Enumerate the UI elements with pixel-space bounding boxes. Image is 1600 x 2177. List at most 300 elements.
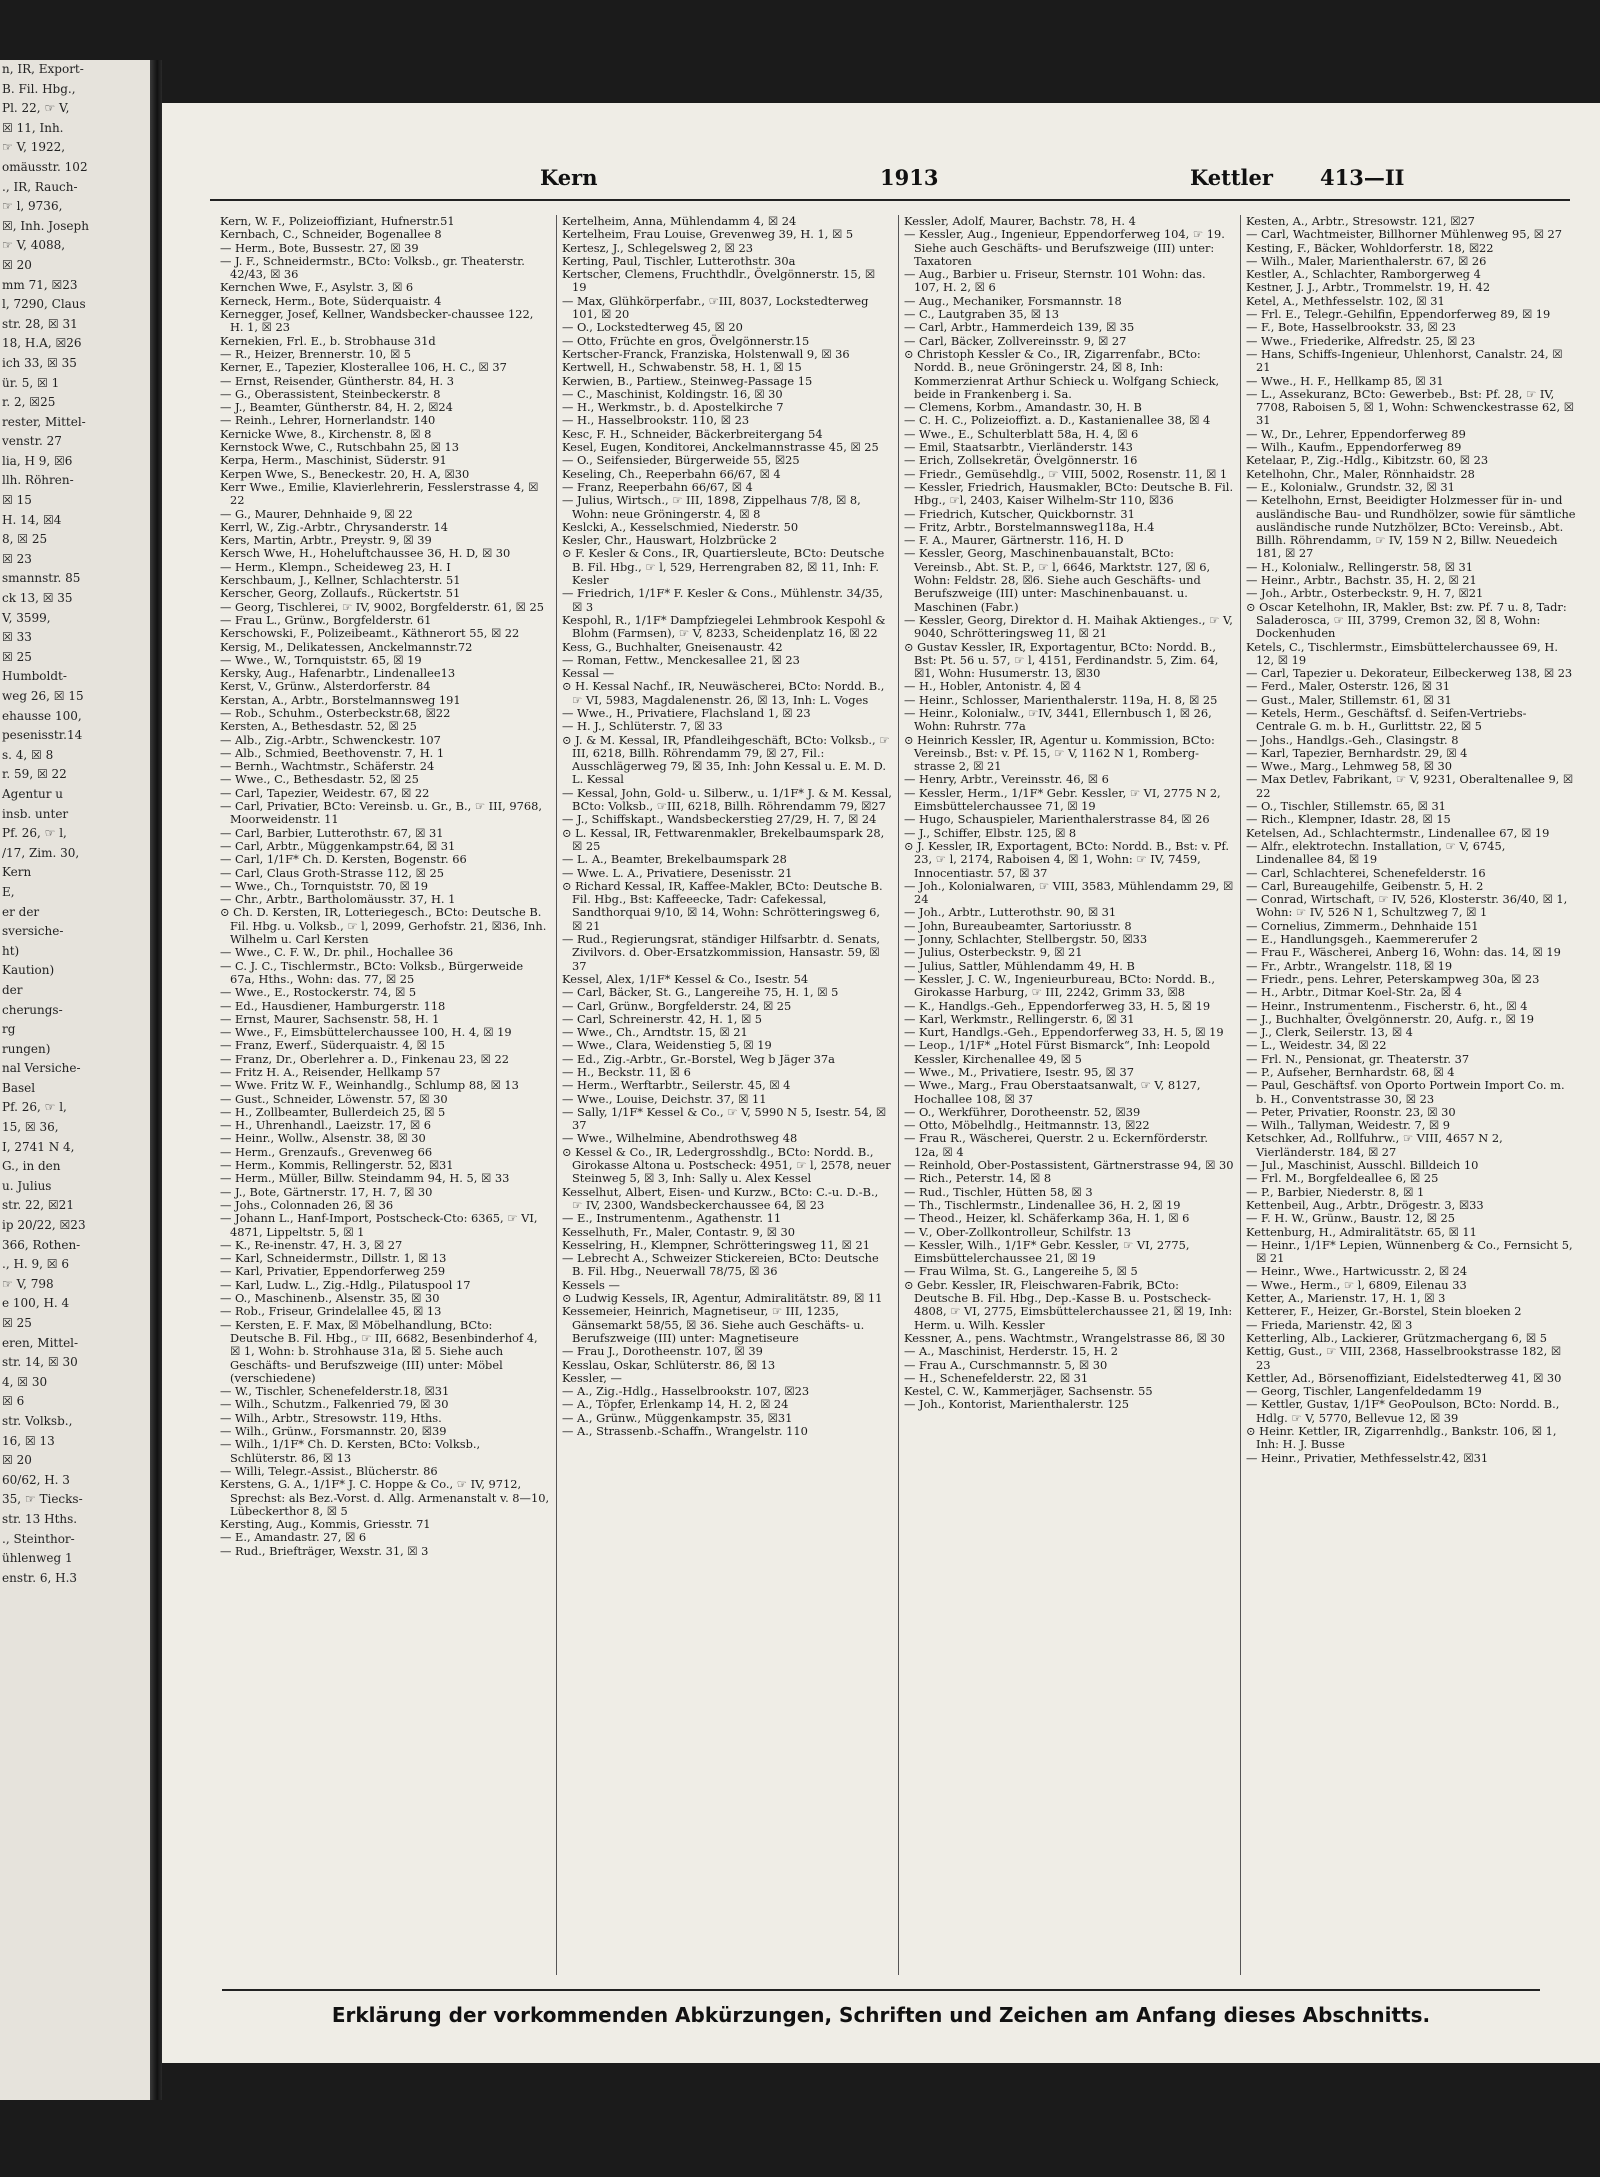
directory-entry: — Carl, Arbtr., Hammerdeich 139, ☒ 35: [904, 320, 1135, 335]
directory-entry: — Alb., Zig.-Arbtr., Schwenckestr. 107: [220, 732, 441, 747]
left-margin-line: ☞ l, 9736,: [2, 199, 63, 214]
directory-entry: — Wwe., Wilhelmine, Abendrothsweg 48: [562, 1131, 798, 1146]
left-margin-line: Kaution): [2, 963, 55, 978]
directory-entry: — Kessler, Friedrich, Hausmakler, BCto: Deutsche B. Fil. Hbg., ☞l, 2403, Kaiser Wilhelm-Str 110, ☒36: [904, 479, 1234, 508]
directory-entry: — Frieda, Marienstr. 42, ☒ 3: [1246, 1317, 1413, 1332]
left-page-fragment: [0, 60, 152, 2100]
directory-entry: — Fritz H. A., Reisender, Hellkamp 57: [220, 1065, 441, 1079]
column-3: [904, 215, 1234, 1975]
directory-entry: Ketels, C., Tischlermstr., Eimsbüttelerchaussee 69, H. 12, ☒ 19: [1246, 639, 1558, 667]
directory-entry: — Wwe., H. F., Hellkamp 85, ☒ 31: [1246, 373, 1444, 388]
directory-entry: Kesel, Eugen, Konditorei, Anckelmannstrasse 45, ☒ 25: [562, 440, 879, 455]
directory-entry: — Johs., Colonnaden 26, ☒ 36: [220, 1197, 394, 1212]
directory-entry: Kers, Martin, Arbtr., Preystr. 9, ☒ 39: [220, 533, 432, 548]
directory-entry: Kersky, Aug., Hafenarbtr., Lindenallee13: [220, 666, 456, 681]
directory-entry: — Rud., Regierungsrat, ständiger Hilfsarbtr. d. Senats, Zivilvors. d. Ober-Ersatzkommission, Hansastr. 59, ☒ 37: [562, 932, 881, 973]
directory-entry: ⊙ J. & M. Kessal, IR, Pfandleihgeschäft, BCto: Volksb., ☞ III, 6218, Billh. Röhrendamm 79, ☒ 27, Fil.: Ausschlägerweg 79, ☒ 35, Inh: John Kessal u. E. M. D. L. Kessal: [562, 732, 890, 787]
directory-entry: — K., Re-inenstr. 47, H. 3, ☒ 27: [220, 1237, 403, 1252]
directory-entry: — H., Kolonialw., Rellingerstr. 58, ☒ 31: [1246, 559, 1474, 574]
directory-entry: — Alb., Schmied, Beethovenstr. 7, H. 1: [220, 745, 445, 760]
directory-entry: — Frau Wilma, St. G., Langereihe 5, ☒ 5: [904, 1264, 1138, 1279]
directory-entry: — Erich, Zollsekretär, Övelgönnerstr. 16: [904, 453, 1138, 468]
directory-entry: — Clemens, Korbm., Amandastr. 30, H. B: [904, 400, 1142, 415]
directory-entry: — Hans, Schiffs-Ingenieur, Uhlenhorst, Canalstr. 24, ☒ 21: [1246, 346, 1563, 375]
directory-entry: — Reinhold, Ober-Postassistent, Gärtnerstrasse 94, ☒ 30: [904, 1158, 1234, 1173]
directory-entry: Kettig, Gust., ☞ VIII, 2368, Hasselbrookstrasse 182, ☒ 23: [1246, 1344, 1562, 1372]
directory-entry: — Carl, Barbier, Lutterothstr. 67, ☒ 31: [220, 825, 444, 840]
directory-entry: — Emil, Staatsarbtr., Vierländerstr. 143: [904, 440, 1133, 455]
left-margin-line: H. 14, ☒4: [2, 512, 62, 527]
left-margin-line: /17, Zim. 30,: [2, 845, 80, 860]
directory-entry: — Karl, Privatier, Eppendorferweg 259: [220, 1264, 446, 1279]
left-margin-line: ☞ V, 1922,: [2, 140, 66, 155]
left-margin-line: venstr. 27: [2, 434, 62, 449]
directory-entry: Kersig, M., Delikatessen, Anckelmannstr.72: [220, 639, 473, 654]
directory-entry: Ketschker, Ad., Rollfuhrw., ☞ VIII, 4657 N 2, Vierländerstr. 184, ☒ 27: [1246, 1131, 1503, 1159]
left-margin-line: omäusstr. 102: [2, 159, 88, 174]
left-margin-line: ., H. 9, ☒ 6: [2, 1257, 70, 1272]
directory-entry: — A., Strassenb.-Schaffn., Wrangelstr. 110: [562, 1424, 808, 1439]
directory-entry: — Joh., Arbtr., Lutterothstr. 90, ☒ 31: [904, 905, 1117, 920]
directory-entry: — Carl, Claus Groth-Strasse 112, ☒ 25: [220, 865, 444, 880]
directory-entry: — Kessler, Wilh., 1/1F* Gebr. Kessler, ☞ VI, 2775, Eimsbüttelerchaussee 21, ☒ 19: [904, 1237, 1190, 1266]
directory-entry: — Karl, Ludw. L., Zig.-Hdlg., Pilatuspool 17: [220, 1277, 471, 1292]
directory-entry: — Ferd., Maler, Osterstr. 126, ☒ 31: [1246, 679, 1451, 694]
directory-entry: — Kettler, Gustav, 1/1F* GeoPoulson, BCto: Nordd. B., Hdlg. ☞ V, 5770, Bellevue 12, ☒ 39: [1246, 1397, 1560, 1425]
directory-entry: — Herm., Grenzaufs., Grevenweg 66: [220, 1144, 433, 1159]
left-margin-line: rungen): [2, 1041, 51, 1056]
directory-entry: Ketelaar, P., Zig.-Hdlg., Kibitzstr. 60, ☒ 23: [1246, 453, 1489, 468]
directory-entry: — Ernst, Reisender, Güntherstr. 84, H. 3: [220, 373, 455, 388]
directory-entry: — C., Maschinist, Koldingstr. 16, ☒ 30: [562, 386, 783, 401]
directory-entry: Ketel, A., Methfesselstr. 102, ☒ 31: [1246, 293, 1445, 308]
directory-entry: — Otto, Möbelhdlg., Heitmannstr. 13, ☒22: [904, 1118, 1150, 1133]
directory-entry: Kernegger, Josef, Kellner, Wandsbecker-chaussee 122, H. 1, ☒ 23: [220, 307, 534, 335]
directory-entry: Keslcki, A., Kesselschmied, Niederstr. 50: [562, 519, 799, 534]
header-year: 1913: [880, 165, 939, 190]
directory-entry: ⊙ Kessel & Co., IR, Ledergrosshdlg., BCto: Nordd. B., Girokasse Altona u. Postscheck: 4951, ☞ l, 2578, neuer Steinweg 5, ☒ 3, Inh: Sally u. Alex Kessel: [562, 1144, 891, 1186]
directory-entry: Kessels —: [562, 1277, 620, 1292]
left-margin-line: str. Volksb.,: [2, 1413, 73, 1428]
directory-entry: — Julius, Sattler, Mühlendamm 49, H. B: [904, 958, 1135, 973]
directory-entry: Kersten, A., Bethesdastr. 52, ☒ 25: [220, 719, 417, 734]
directory-entry: ⊙ J. Kessler, IR, Exportagent, BCto: Nordd. B., Bst: v. Pf. 23, ☞ l, 2174, Raboisen 4, ☒ 1, Wohn: ☞ IV, 7459, Innocentiastr. 57, ☒ 37: [904, 838, 1229, 880]
directory-entry: — Johann L., Hanf-Import, Postscheck-Cto: 6365, ☞ VI, 4871, Lippeltstr. 5, ☒ 1: [220, 1211, 538, 1239]
directory-entry: — Karl, Tapezier, Bernhardstr. 29, ☒ 4: [1246, 745, 1468, 760]
left-margin-line: str. 22, ☒21: [2, 1198, 74, 1213]
directory-entry: — Julius, Osterbeckstr. 9, ☒ 21: [904, 945, 1083, 960]
header-first-name: Kern: [540, 165, 598, 190]
directory-entry: — H., Uhrenhandl., Laeizstr. 17, ☒ 6: [220, 1118, 431, 1133]
directory-entry: — Wilh., Grünw., Forsmannstr. 20, ☒39: [220, 1424, 447, 1439]
directory-entry: — Wilh., Tallyman, Weidestr. 7, ☒ 9: [1246, 1118, 1451, 1133]
directory-entry: Kesselhut, Albert, Eisen- und Kurzw., BCto: C.-u. D.-B., ☞ IV, 2300, Wandsbeckerchaussee 64, ☒ 23: [562, 1184, 879, 1212]
directory-entry: — Carl, Tapezier, Weidestr. 67, ☒ 22: [220, 785, 430, 800]
directory-entry: — Rich., Klempner, Idastr. 28, ☒ 15: [1246, 812, 1451, 827]
directory-entry: — Max Detlev, Fabrikant, ☞ V, 9231, Oberaltenallee 9, ☒ 22: [1246, 772, 1574, 800]
left-margin-line: ☒ 11, Inh.: [2, 120, 64, 135]
directory-entry: — Carl, Grünw., Borgfelderstr. 24, ☒ 25: [562, 998, 792, 1013]
directory-entry: — Peter, Privatier, Roonstr. 23, ☒ 30: [1246, 1104, 1456, 1119]
directory-entry: Kern, W. F., Polizeioffiziant, Hufnerstr.51: [220, 215, 455, 228]
directory-entry: — Gust., Schneider, Löwenstr. 57, ☒ 30: [220, 1091, 448, 1106]
directory-entry: Kerschowski, F., Polizeibeamt., Käthnerort 55, ☒ 22: [220, 626, 520, 641]
directory-entry: — Joh., Kontorist, Marienthalerstr. 125: [904, 1397, 1129, 1412]
directory-entry: — Carl, Tapezier u. Dekorateur, Eilbeckerweg 138, ☒ 23: [1246, 666, 1573, 681]
directory-entry: — Frau A., Curschmannstr. 5, ☒ 30: [904, 1357, 1108, 1372]
directory-entry: — H., Hasselbrookstr. 110, ☒ 23: [562, 413, 750, 428]
left-margin-line: 366, Rothen-: [2, 1237, 81, 1252]
directory-entry: — P., Barbier, Niederstr. 8, ☒ 1: [1246, 1184, 1425, 1199]
directory-entry: — Willi, Telegr.-Assist., Blücherstr. 86: [220, 1463, 438, 1478]
directory-entry: — Wwe., Marg., Lehmweg 58, ☒ 30: [1246, 759, 1453, 774]
directory-entry: ⊙ Ludwig Kessels, IR, Agentur, Admiralitätstr. 89, ☒ 11: [562, 1291, 883, 1306]
directory-entry: Kespohl, R., 1/1F* Dampfziegelei Lehmbrook Kespohl & Blohm (Farmsen), ☞ V, 8233, Scheidenplatz 16, ☒ 22: [562, 612, 886, 641]
directory-entry: Kettenbeil, Aug., Arbtr., Drögestr. 3, ☒33: [1246, 1197, 1484, 1212]
directory-entry: — Gust., Maler, Stillemstr. 61, ☒ 31: [1246, 692, 1452, 707]
left-margin-line: ☒ 15: [2, 493, 32, 508]
directory-entry: — Kessler, Aug., Ingenieur, Eppendorferweg 104, ☞ 19. Siehe auch Geschäfts- und Berufszweige (III) unter: Taxatoren: [904, 227, 1225, 268]
left-margin-line: ☒ 33: [2, 630, 32, 645]
directory-entry: — W., Tischler, Schenefelderstr.18, ☒31: [220, 1384, 450, 1399]
directory-entry: Kernekien, Frl. E., b. Strobhause 31d: [220, 333, 436, 348]
left-margin-line: s. 4, ☒ 8: [2, 747, 54, 762]
directory-entry: — V., Ober-Zollkontrolleur, Schilfstr. 13: [904, 1224, 1131, 1239]
directory-entry: Kerstens, G. A., 1/1F* J. C. Hoppe & Co., ☞ IV, 9712, Sprechst: als Bez.-Vorst. d. Allg. Armenanstalt v. 8—10, Lübeckerthor 8, ☒ 5: [220, 1477, 550, 1518]
directory-entry: — H., Werkmstr., b. d. Apostelkirche 7: [562, 400, 784, 415]
left-margin-line: ☞ V, 4088,: [2, 238, 66, 253]
directory-entry: — C. H. C., Polizeioffizt. a. D., Kastanienallee 38, ☒ 4: [904, 413, 1211, 428]
directory-entry: — P., Aufseher, Bernhardstr. 68, ☒ 4: [1246, 1065, 1455, 1079]
directory-entry: — Sally, 1/1F* Kessel & Co., ☞ V, 5990 N 5, Isestr. 54, ☒ 37: [562, 1104, 887, 1133]
directory-entry: — Carl, Bäcker, Zollvereinsstr. 9, ☒ 27: [904, 333, 1127, 348]
left-margin-line: str. 28, ☒ 31: [2, 316, 78, 331]
directory-entry: — Rob., Schuhm., Osterbeckstr.68, ☒22: [220, 705, 451, 720]
header-last-name: Kettler: [1190, 165, 1273, 190]
directory-entry: — Wwe., M., Privatiere, Isestr. 95, ☒ 37: [904, 1065, 1134, 1079]
left-margin-line: n, IR, Export-: [2, 62, 84, 76]
directory-entry: — Georg, Tischlerei, ☞ IV, 9002, Borgfelderstr. 61, ☒ 25: [220, 599, 544, 614]
directory-entry: ⊙ Gustav Kessler, IR, Exportagentur, BCto: Nordd. B., Bst: Pt. 56 u. 57, ☞ l, 4151, Ferdinandstr. 5, Zim. 64, ☒1, Wohn: Husumerstr. 13, ☒30: [904, 639, 1219, 681]
directory-entry: — Roman, Fettw., Menckesallee 21, ☒ 23: [562, 652, 800, 667]
column-2: [562, 215, 892, 1975]
directory-entry: — Alfr., elektrotechn. Installation, ☞ V, 6745, Lindenallee 84, ☒ 19: [1246, 838, 1506, 867]
directory-entry: — H., Schenefelderstr. 22, ☒ 31: [904, 1370, 1089, 1385]
left-margin-line: rester, Mittel-: [2, 414, 86, 429]
directory-entry: — Frau R., Wäscherei, Querstr. 2 u. Eckernförderstr. 12a, ☒ 4: [904, 1131, 1208, 1159]
directory-entry: Kerneck, Herm., Bote, Süderquaistr. 4: [220, 293, 442, 308]
directory-entry: — Friedr., Gemüsehdlg., ☞ VIII, 5002, Rosenstr. 11, ☒ 1: [904, 466, 1228, 481]
left-margin-line: smannstr. 85: [2, 571, 81, 586]
directory-entry: ⊙ Heinr. Kettler, IR, Zigarrenhdlg., Bankstr. 106, ☒ 1, Inh: H. J. Busse: [1246, 1424, 1557, 1452]
directory-entry: — Wilh., Maler, Marienthalerstr. 67, ☒ 26: [1246, 253, 1487, 268]
left-margin-line: der: [2, 982, 23, 997]
directory-entry: Kessal —: [562, 666, 615, 681]
directory-entry: Kertelheim, Frau Louise, Grevenweg 39, H. 1, ☒ 5: [562, 227, 854, 242]
directory-entry: Kerscher, Georg, Zollaufs., Rückertstr. 51: [220, 586, 461, 601]
page-number: 413—II: [1320, 165, 1405, 190]
left-margin-line: B. Fil. Hbg.,: [2, 81, 76, 96]
directory-entry: — K., Handlgs.-Geh., Eppendorferweg 33, H. 5, ☒ 19: [904, 998, 1211, 1013]
directory-entry: — Rud., Briefträger, Wexstr. 31, ☒ 3: [220, 1543, 429, 1558]
directory-entry: — Frl. E., Telegr.-Gehilfin, Eppendorferweg 89, ☒ 19: [1246, 307, 1551, 322]
directory-entry: Ketterling, Alb., Lackierer, Grützmachergang 6, ☒ 5: [1246, 1330, 1547, 1345]
directory-entry: — Rob., Friseur, Grindelallee 45, ☒ 13: [220, 1304, 442, 1319]
directory-entry: — Wilh., 1/1F* Ch. D. Kersten, BCto: Volksb., Schlüterstr. 86, ☒ 13: [220, 1437, 481, 1465]
directory-entry: — Wilh., Arbtr., Stresowstr. 119, Hths.: [220, 1410, 442, 1425]
directory-entry: Kersch Wwe, H., Hoheluftchaussee 36, H. D, ☒ 30: [220, 546, 511, 561]
directory-entry: Kesselhuth, Fr., Maler, Contastr. 9, ☒ 30: [562, 1224, 796, 1239]
left-margin-line: Agentur u: [2, 786, 64, 801]
left-margin-line: e 100, H. 4: [2, 1296, 70, 1311]
directory-entry: Kertwell, H., Schwabenstr. 58, H. 1, ☒ 15: [562, 360, 802, 375]
directory-entry: — Wwe., Louise, Deichstr. 37, ☒ 11: [562, 1091, 767, 1106]
directory-entry: Kestel, C. W., Kammerjäger, Sachsenstr. 55: [904, 1384, 1153, 1399]
directory-entry: Ketelsen, Ad., Schlachtermstr., Lindenallee 67, ☒ 19: [1246, 825, 1550, 840]
left-margin-line: cherungs-: [2, 1002, 63, 1017]
left-margin-line: er der: [2, 904, 40, 919]
directory-entry: — Carl, Bäcker, St. G., Langereihe 75, H. 1, ☒ 5: [562, 985, 839, 1000]
left-margin-line: 4, ☒ 30: [2, 1374, 48, 1389]
left-margin-line: E,: [2, 884, 15, 899]
directory-entry: Ketterer, F., Heizer, Gr.-Borstel, Stein bloeken 2: [1246, 1304, 1522, 1319]
directory-entry: — Heinr., Wollw., Alsenstr. 38, ☒ 30: [220, 1131, 426, 1146]
directory-entry: Kesler, Chr., Hauswart, Holzbrücke 2: [562, 533, 777, 548]
directory-entry: Kesselring, H., Klempner, Schrötteringsweg 11, ☒ 21: [562, 1237, 871, 1252]
directory-entry: — Heinr., Arbtr., Bachstr. 35, H. 2, ☒ 21: [1246, 573, 1477, 588]
directory-entry: — Jul., Maschinist, Ausschl. Billdeich 10: [1246, 1158, 1479, 1173]
directory-entry: — G., Oberassistent, Steinbeckerstr. 8: [220, 386, 441, 401]
directory-entry: Ketter, A., Marienstr. 17, H. 1, ☒ 3: [1246, 1291, 1446, 1306]
directory-entry: — H., Arbtr., Ditmar Koel-Str. 2a, ☒ 4: [1246, 985, 1462, 1000]
directory-entry: Kettenburg, H., Admiralitätstr. 65, ☒ 11: [1246, 1224, 1477, 1239]
left-margin-line: 60/62, H. 3: [2, 1472, 70, 1487]
directory-entry: ⊙ Oscar Ketelhohn, IR, Makler, Bst: zw. Pf. 7 u. 8, Tadr: Saladerosca, ☞ III, 3799, Cremon 32, ☒ 8, Wohn: Dockenhuden: [1246, 599, 1567, 641]
directory-entry: ⊙ F. Kesler & Cons., IR, Quartiersleute, BCto: Deutsche B. Fil. Hbg., ☞ l, 529, Herrengraben 82, ☒ 11, Inh: F. Kesler: [562, 546, 885, 588]
directory-entry: — Carl, Schlachterei, Schenefelderstr. 16: [1246, 865, 1486, 880]
directory-entry: Kesten, A., Arbtr., Stresowstr. 121, ☒27: [1246, 215, 1475, 228]
directory-entry: — J., Buchhalter, Övelgönnerstr. 20, Aufg. r., ☒ 19: [1246, 1011, 1534, 1026]
directory-entry: — Carl, Bureaugehilfe, Geibenstr. 5, H. 2: [1246, 878, 1484, 893]
left-margin-line: ., Steinthor-: [2, 1531, 75, 1546]
directory-entry: — F. A., Maurer, Gärtnerstr. 116, H. D: [904, 533, 1124, 548]
directory-entry: — Franz, Dr., Oberlehrer a. D., Finkenau 23, ☒ 22: [220, 1051, 509, 1066]
directory-entry: — L., Weidestr. 34, ☒ 22: [1246, 1038, 1387, 1053]
directory-entry: — J., Clerk, Seilerstr. 13, ☒ 4: [1246, 1025, 1413, 1040]
left-margin-line: r. 2, ☒25: [2, 395, 56, 410]
directory-entry: — Wwe., Friederike, Alfredstr. 25, ☒ 23: [1246, 333, 1476, 348]
directory-entry: — W., Dr., Lehrer, Eppendorferweg 89: [1246, 426, 1466, 441]
directory-entry: — Joh., Arbtr., Osterbeckstr. 9, H. 7, ☒21: [1246, 586, 1484, 601]
directory-entry: — Wwe., E., Rostockerstr. 74, ☒ 5: [220, 985, 417, 1000]
directory-entry: — Kersten, E. F. Max, ☒ Möbelhandlung, BCto: Deutsche B. Fil. Hbg., ☞ III, 6682, Besenbinderhof 4, ☒ 1, Wohn: b. Strohhause 31a, ☒ 5. Siehe auch Geschäfts- und Berufszweige (III) unter: Möbel (verschiedene): [220, 1317, 538, 1385]
directory-entry: Kernchen Wwe, F., Asylstr. 3, ☒ 6: [220, 280, 414, 295]
directory-entry: — Kessler, Georg, Maschinenbauanstalt, BCto: Vereinsb., Abt. St. P., ☞ l, 6646, Marktstr. 127, ☒ 6, Wohn: Feldstr. 28, ☒6. Siehe auch Geschäfts- und Berufszweige (III) unter: Maschinenbauanst. u. Maschinen (Fabr.): [904, 546, 1211, 614]
left-margin-line: sversiche-: [2, 924, 64, 939]
directory-entry: Kessler, Adolf, Maurer, Bachstr. 78, H. 4: [904, 215, 1136, 228]
footer-rule: [222, 1989, 1540, 1991]
directory-entry: — J., Beamter, Güntherstr. 84, H. 2, ☒24: [220, 400, 453, 415]
header-rule: [210, 199, 1570, 201]
left-margin-line: Kern: [2, 865, 32, 880]
left-margin-line: mm 71, ☒23: [2, 277, 78, 292]
directory-entry: — Ernst, Maurer, Sachsenstr. 58, H. 1: [220, 1011, 440, 1026]
directory-entry: Kernicke Wwe, 8., Kirchenstr. 8, ☒ 8: [220, 426, 432, 441]
directory-entry: Kertscher-Franck, Franziska, Holstenwall 9, ☒ 36: [562, 346, 850, 361]
left-margin-line: ., IR, Rauch-: [2, 179, 78, 194]
left-margin-line: 8, ☒ 25: [2, 532, 48, 547]
column-1: [220, 215, 550, 1975]
directory-entry: — Heinr., Schlosser, Marienthalerstr. 119a, H. 8, ☒ 25: [904, 692, 1218, 707]
directory-entry: ⊙ Richard Kessal, IR, Kaffee-Makler, BCto: Deutsche B. Fil. Hbg., Bst: Kaffeeecke, Tadr: Cafekessal, Sandthorquai 9/10, ☒ 14, Wohn: Schrötteringsweg 6, ☒ 21: [562, 878, 883, 933]
directory-entry: ⊙ L. Kessal, IR, Fettwarenmakler, Brekelbaumspark 28, ☒ 25: [562, 825, 885, 853]
directory-entry: Ketelhohn, Chr., Maler, Rönnhaidstr. 28: [1246, 466, 1475, 481]
left-margin-line: ip 20/22, ☒23: [2, 1218, 86, 1233]
left-margin-line: ☒, Inh. Joseph: [2, 218, 89, 233]
directory-entry: — Carl, Privatier, BCto: Vereinsb. u. Gr., B., ☞ III, 9768, Moorweidenstr. 11: [220, 799, 543, 827]
directory-entry: — Paul, Geschäftsf. von Oporto Portwein Import Co. m. b. H., Conventstrasse 30, ☒ 23: [1246, 1078, 1565, 1106]
directory-entry: — J., Bote, Gärtnerstr. 17, H. 7, ☒ 30: [220, 1184, 433, 1199]
left-margin-line: Pl. 22, ☞ V,: [2, 101, 70, 116]
directory-entry: — Kessler, J. C. W., Ingenieurbureau, BCto: Nordd. B., Girokasse Harburg, ☞ III, 2242, Grimm 33, ☒8: [904, 971, 1215, 1000]
directory-entry: ⊙ Ch. D. Kersten, IR, Lotteriegesch., BCto: Deutsche B. Fil. Hbg. u. Volksb., ☞ l, 2099, Gerhofstr. 21, ☒36, Inh. Wilhelm u. Carl Kersten: [220, 905, 547, 947]
directory-entry: — Wwe., C. F. W., Dr. phil., Hochallee 36: [220, 945, 454, 960]
directory-entry: Kerstan, A., Arbtr., Borstelmannsweg 191: [220, 692, 461, 707]
directory-entry: ⊙ Gebr. Kessler, IR, Fleischwaren-Fabrik, BCto: Deutsche B. Fil. Hbg., Dep.-Kasse B. u. Postscheck-4808, ☞ VI, 2775, Eimsbüttelerchaussee 21, ☒ 19, Inh: Herm. u. Wilh. Kessler: [904, 1277, 1233, 1332]
directory-entry: Kerpen Wwe, S., Beneckestr. 20, H. A, ☒30: [220, 466, 470, 481]
directory-entry: — Wwe., H., Privatiere, Flachsland 1, ☒ 23: [562, 705, 811, 720]
left-margin-line: G., in den: [2, 1159, 61, 1174]
directory-entry: — G., Maurer, Dehnhaide 9, ☒ 22: [220, 506, 413, 521]
directory-entry: — Julius, Wirtsch., ☞ III, 1898, Zippelhaus 7/8, ☒ 8, Wohn: neue Gröningerstr. 4, ☒ 8: [562, 493, 861, 521]
directory-entry: Kernstock Wwe, C., Rutschbahn 25, ☒ 13: [220, 440, 460, 455]
left-margin-line: Humboldt-: [2, 669, 67, 684]
left-margin-line: 18, H.A, ☒26: [2, 336, 82, 351]
left-margin-line: Basel: [2, 1080, 36, 1095]
directory-entry: — E., Instrumentenm., Agathenstr. 11: [562, 1211, 782, 1226]
directory-entry: — Kurt, Handlgs.-Geh., Eppendorferweg 33, H. 5, ☒ 19: [904, 1025, 1224, 1040]
directory-entry: Kerpa, Herm., Maschinist, Süderstr. 91: [220, 453, 447, 468]
directory-entry: — Franz, Ewerf., Süderquaistr. 4, ☒ 15: [220, 1038, 446, 1053]
directory-entry: — Georg, Tischler, Langenfeldedamm 19: [1246, 1384, 1482, 1399]
directory-entry: — Friedrich, 1/1F* F. Kesler & Cons., Mühlenstr. 34/35, ☒ 3: [562, 586, 883, 614]
directory-entry: — Herm., Klempn., Scheideweg 23, H. I: [220, 559, 451, 574]
page-footer: [202, 2003, 1560, 2027]
book-gutter: [150, 60, 162, 2100]
directory-entry: — Wilh., Kaufm., Eppendorferweg 89: [1246, 440, 1462, 455]
directory-entry: — Hugo, Schauspieler, Marienthalerstrasse 84, ☒ 26: [904, 812, 1210, 827]
left-margin-line: ☒ 6: [2, 1394, 25, 1409]
directory-entry: — Rud., Tischler, Hütten 58, ☒ 3: [904, 1184, 1093, 1199]
left-margin-line: Pf. 26, ☞ l,: [2, 826, 67, 841]
directory-entry: — Wwe., W., Tornquiststr. 65, ☒ 19: [220, 652, 422, 667]
left-margin-line: ☞ V, 798: [2, 1276, 54, 1291]
directory-entry: Keseling, Ch., Reeperbahn 66/67, ☒ 4: [562, 466, 781, 481]
directory-entry: — E., Amandastr. 27, ☒ 6: [220, 1530, 367, 1545]
directory-entry: — R., Heizer, Brennerstr. 10, ☒ 5: [220, 346, 412, 361]
directory-entry: — Aug., Mechaniker, Forsmannstr. 18: [904, 293, 1122, 308]
directory-entry: — Ketels, Herm., Geschäftsf. d. Seifen-Vertriebs-Centrale G. m. b. H., Gurlittstr. 22, ☒ 5: [1246, 705, 1527, 734]
directory-entry: — L., Assekuranz, BCto: Gewerbeb., Bst: Pf. 28, ☞ IV, 7708, Raboisen 5, ☒ 1, Wohn: Schwenckestrasse 62, ☒ 31: [1246, 386, 1574, 428]
directory-entry: — Wwe., F., Eimsbüttelerchaussee 100, H. 4, ☒ 19: [220, 1025, 512, 1040]
left-margin-line: V, 3599,: [2, 610, 51, 625]
directory-entry: — Kessler, Georg, Direktor d. H. Maihak Aktienges., ☞ V, 9040, Schrötteringsweg 11, ☒ 21: [904, 612, 1233, 641]
left-margin-line: insb. unter: [2, 806, 69, 821]
directory-entry: — Franz, Reeperbahn 66/67, ☒ 4: [562, 479, 753, 494]
left-margin-line: nal Versiche-: [2, 1061, 81, 1076]
directory-entry: — O., Tischler, Stillemstr. 65, ☒ 31: [1246, 799, 1446, 814]
directory-entry: — Wwe., Herm., ☞ l, 6809, Eilenau 33: [1246, 1277, 1467, 1292]
directory-entry: — Leop., 1/1F* „Hotel Fürst Bismarck“, Inh: Leopold Kessler, Kirchenallee 49, ☒ 5: [904, 1038, 1211, 1066]
directory-entry: — Herm., Kommis, Rellingerstr. 52, ☒31: [220, 1158, 454, 1173]
directory-entry: — Herm., Müller, Billw. Steindamm 94, H. 5, ☒ 33: [220, 1171, 510, 1186]
left-margin-line: lia, H 9, ☒6: [2, 453, 73, 468]
directory-entry: — A., Grünw., Müggenkampstr. 35, ☒31: [562, 1410, 793, 1425]
directory-entry: — Cornelius, Zimmerm., Dehnhaide 151: [1246, 918, 1479, 933]
directory-entry: — Max, Glühkörperfabr., ☞III, 8037, Lockstedterweg 101, ☒ 20: [562, 293, 869, 322]
left-margin-line: Pf. 26, ☞ l,: [2, 1100, 67, 1115]
directory-entry: — F., Bote, Hasselbrookstr. 33, ☒ 23: [1246, 320, 1456, 335]
left-margin-line: llh. Röhren-: [2, 473, 74, 488]
directory-entry: — Wwe., Ch., Arndtstr. 15, ☒ 21: [562, 1025, 748, 1040]
directory-entry: — A., Zig.-Hdlg., Hasselbrookstr. 107, ☒23: [562, 1384, 810, 1399]
directory-entry: — Ed., Hausdiener, Hamburgerstr. 118: [220, 998, 446, 1013]
left-margin-line: ür. 5, ☒ 1: [2, 375, 60, 390]
directory-entry: — Carl, Schreinerstr. 42, H. 1, ☒ 5: [562, 1011, 763, 1026]
column-divider: [1240, 215, 1241, 1975]
directory-entry: — Joh., Kolonialwaren, ☞ VIII, 3583, Mühlendamm 29, ☒ 24: [904, 878, 1234, 907]
directory-entry: — Wwe., C., Bethesdastr. 52, ☒ 25: [220, 772, 419, 787]
directory-entry: — H., Hobler, Antonistr. 4, ☒ 4: [904, 679, 1082, 694]
left-margin-line: ehausse 100,: [2, 708, 82, 723]
directory-entry: — Johs., Handlgs.-Geh., Clasingstr. 8: [1246, 732, 1459, 747]
left-margin-line: str. 13 Hths.: [2, 1511, 78, 1526]
directory-entry: — O., Werkführer, Dorotheenstr. 52, ☒39: [904, 1104, 1141, 1119]
directory-entry: Kessler, —: [562, 1370, 622, 1385]
directory-entry: — Wwe., E., Schulterblatt 58a, H. 4, ☒ 6: [904, 426, 1139, 441]
left-margin-line: ck 13, ☒ 35: [2, 591, 73, 606]
directory-entry: — Theod., Heizer, kl. Schäferkamp 36a, H. 1, ☒ 6: [904, 1211, 1190, 1226]
directory-entry: Kertesz, J., Schlegelsweg 2, ☒ 23: [562, 240, 753, 255]
directory-entry: — Frau F., Wäscherei, Anberg 16, Wohn: das. 14, ☒ 19: [1246, 945, 1561, 960]
left-margin-line: ☒ 20: [2, 1453, 32, 1468]
left-margin-line: str. 14, ☒ 30: [2, 1355, 78, 1370]
directory-columns: [220, 215, 1580, 1975]
directory-entry: Kernbach, C., Schneider, Bogenallee 8: [220, 227, 442, 242]
directory-entry: Kessner, A., pens. Wachtmstr., Wrangelstrasse 86, ☒ 30: [904, 1330, 1225, 1345]
directory-entry: Kestner, J. J., Arbtr., Trommelstr. 19, H. 42: [1246, 280, 1491, 295]
directory-entry: — Heinr., Wwe., Hartwicusstr. 2, ☒ 24: [1246, 1264, 1468, 1279]
directory-entry: — Heinr., Privatier, Methfesselstr.42, ☒31: [1246, 1450, 1489, 1465]
column-divider: [556, 215, 557, 1975]
directory-entry: — J., Schiffer, Elbstr. 125, ☒ 8: [904, 825, 1077, 840]
directory-entry: — Aug., Barbier u. Friseur, Sternstr. 101 Wohn: das. 107, H. 2, ☒ 6: [904, 267, 1206, 295]
directory-entry: — Frl. N., Pensionat, gr. Theaterstr. 37: [1246, 1051, 1470, 1066]
directory-entry: Kerrl, W., Zig.-Arbtr., Chrysanderstr. 14: [220, 519, 448, 534]
directory-entry: — Henry, Arbtr., Vereinsstr. 46, ☒ 6: [904, 772, 1109, 787]
directory-entry: — Wwe. Fritz W. F., Weinhandlg., Schlump 88, ☒ 13: [220, 1078, 519, 1093]
directory-entry: ⊙ Heinrich Kessler, IR, Agentur u. Kommission, BCto: Vereinsb., Bst: v. Pf. 15, ☞ V, 1162 N 1, Romberg-strasse 2, ☒ 21: [904, 732, 1215, 774]
directory-entry: — A., Maschinist, Herderstr. 15, H. 2: [904, 1344, 1119, 1359]
directory-entry: — Herm., Bote, Bussestr. 27, ☒ 39: [220, 240, 419, 255]
directory-entry: Kertscher, Clemens, Fruchthdlr., Övelgönnerstr. 15, ☒ 19: [562, 267, 876, 295]
left-margin-line: ht): [2, 943, 20, 958]
directory-entry: — Fritz, Arbtr., Borstelmannsweg118a, H.4: [904, 519, 1155, 534]
directory-entry: — Rich., Peterstr. 14, ☒ 8: [904, 1171, 1052, 1186]
directory-entry: Kerschbaum, J., Kellner, Schlachterstr. 51: [220, 573, 461, 588]
directory-entry: — Ketelhohn, Ernst, Beeidigter Holzmesser für in- und ausländische Bau- und Rundhölzer, sowie für sämtliche ausländische runde Nutzhölzer, BCto: Vereinsb., Abt. Billh. Röhrendamm, ☞ IV, 159 N 2, Billw. Neuedeich 181, ☒ 27: [1246, 493, 1576, 561]
directory-entry: — Otto, Früchte en gros, Övelgönnerstr.15: [562, 333, 810, 348]
